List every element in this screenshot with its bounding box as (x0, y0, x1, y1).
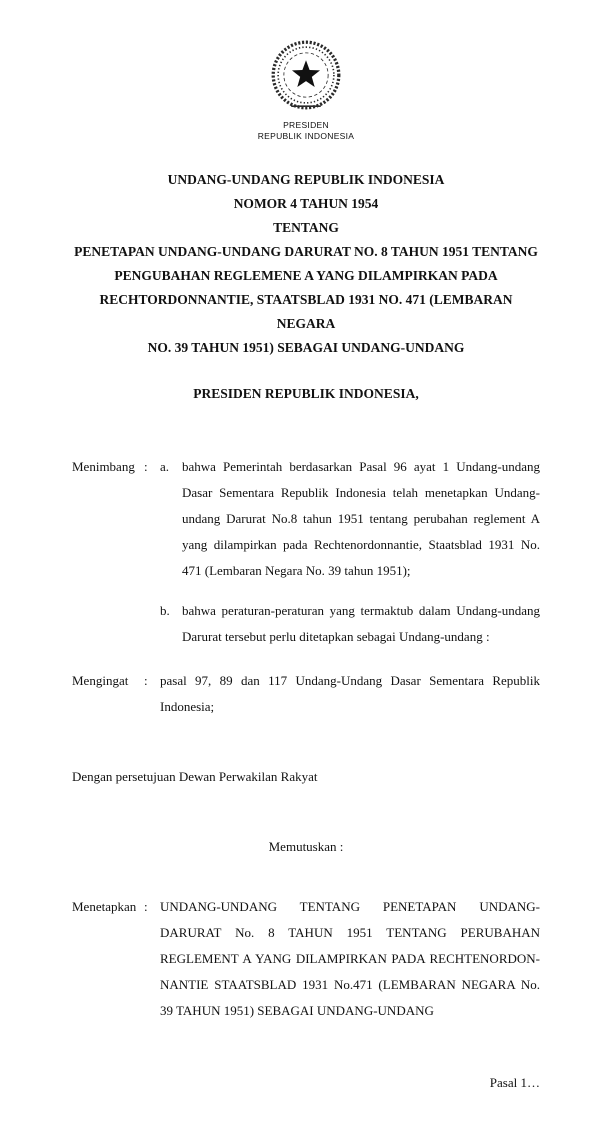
clause-body-mengingat: pasal 97, 89 dan 117 Undang-Undang Dasar Sementara Republik Indonesia; (160, 673, 540, 714)
clause-label-mengingat: Mengingat (72, 673, 129, 688)
clause-body-menetapkan: UNDANG-UNDANG TENTANG PENETAPAN UNDANG-DARURAT No. 8 TAHUN 1951 TENTANG PERUBAHAN REGLEMENT A YANG DILAMPIRKAN PADA RECHTENORDON-NANTIE STAATSBLAD 1931 No.471 (LEMBARAN NEGARA No. 39 TAHUN 1951) SEBAGAI UNDANG-UNDANG (160, 899, 540, 1018)
emblem-caption (72, 120, 540, 142)
item-marker: b. (160, 603, 170, 618)
clause-colon: : (144, 899, 148, 914)
item-marker: a. (160, 459, 170, 474)
title-line: RECHTORDONNANTIE, STAATSBLAD 1931 NO. 471 (LEMBARAN NEGARA (99, 292, 513, 331)
garuda-star-emblem-icon (265, 34, 347, 116)
salutation-line: PRESIDEN REPUBLIK INDONESIA, (193, 386, 419, 401)
title-line: PENGUBAHAN REGLEMENE A YANG DILAMPIRKAN PADA (114, 268, 498, 283)
menimbang-item-b (160, 598, 540, 650)
clause-colon: : (144, 673, 148, 688)
persetujuan-line: Dengan persetujuan Dewan Perwakilan Rakyat (72, 769, 318, 784)
title-line: NOMOR 4 TAHUN 1954 (233, 196, 379, 211)
document-title-block (72, 168, 540, 360)
item-text: bahwa Pemerintah berdasarkan Pasal 96 ayat 1 Undang-undang Dasar Sementara Republik Indonesia telah menetapkan Undang-undang Darurat No.8 tahun 1951 tentang perubahan reglement A yang dilampirkan pada Rechtenordonnantie, Staatsblad 1931 No. 471 (Lembaran Negara No. 39 tahun 1951); (182, 459, 540, 578)
title-line: NO. 39 TAHUN 1951) SEBAGAI UNDANG-UNDANG (147, 340, 465, 355)
menimbang-item-a (160, 454, 540, 584)
presidential-emblem (72, 34, 540, 142)
clause-label-menimbang: Menimbang (72, 459, 135, 474)
memutuskan-line: Memutuskan : (268, 839, 344, 854)
clause-body-menimbang (160, 454, 540, 650)
title-line: TENTANG (273, 220, 339, 235)
clause-menimbang (72, 454, 540, 650)
clause-menetapkan (72, 894, 540, 1024)
title-line: UNDANG-UNDANG REPUBLIK INDONESIA (167, 172, 445, 187)
clause-mengingat (72, 668, 540, 720)
emblem-caption-presiden: PRESIDEN (283, 120, 329, 130)
emblem-caption-republik: REPUBLIK INDONESIA (257, 131, 355, 141)
title-line: PENETAPAN UNDANG-UNDANG DARURAT NO. 8 TAHUN 1951 TENTANG (74, 244, 538, 259)
clause-colon: : (144, 459, 148, 474)
item-text: bahwa peraturan-peraturan yang termaktub dalam Undang-undang Darurat tersebut perlu ditetapkan sebagai Undang-undang : (182, 603, 540, 644)
page-continuation-marker: Pasal 1… (489, 1075, 540, 1090)
clause-label-menetapkan: Menetapkan (72, 899, 137, 914)
